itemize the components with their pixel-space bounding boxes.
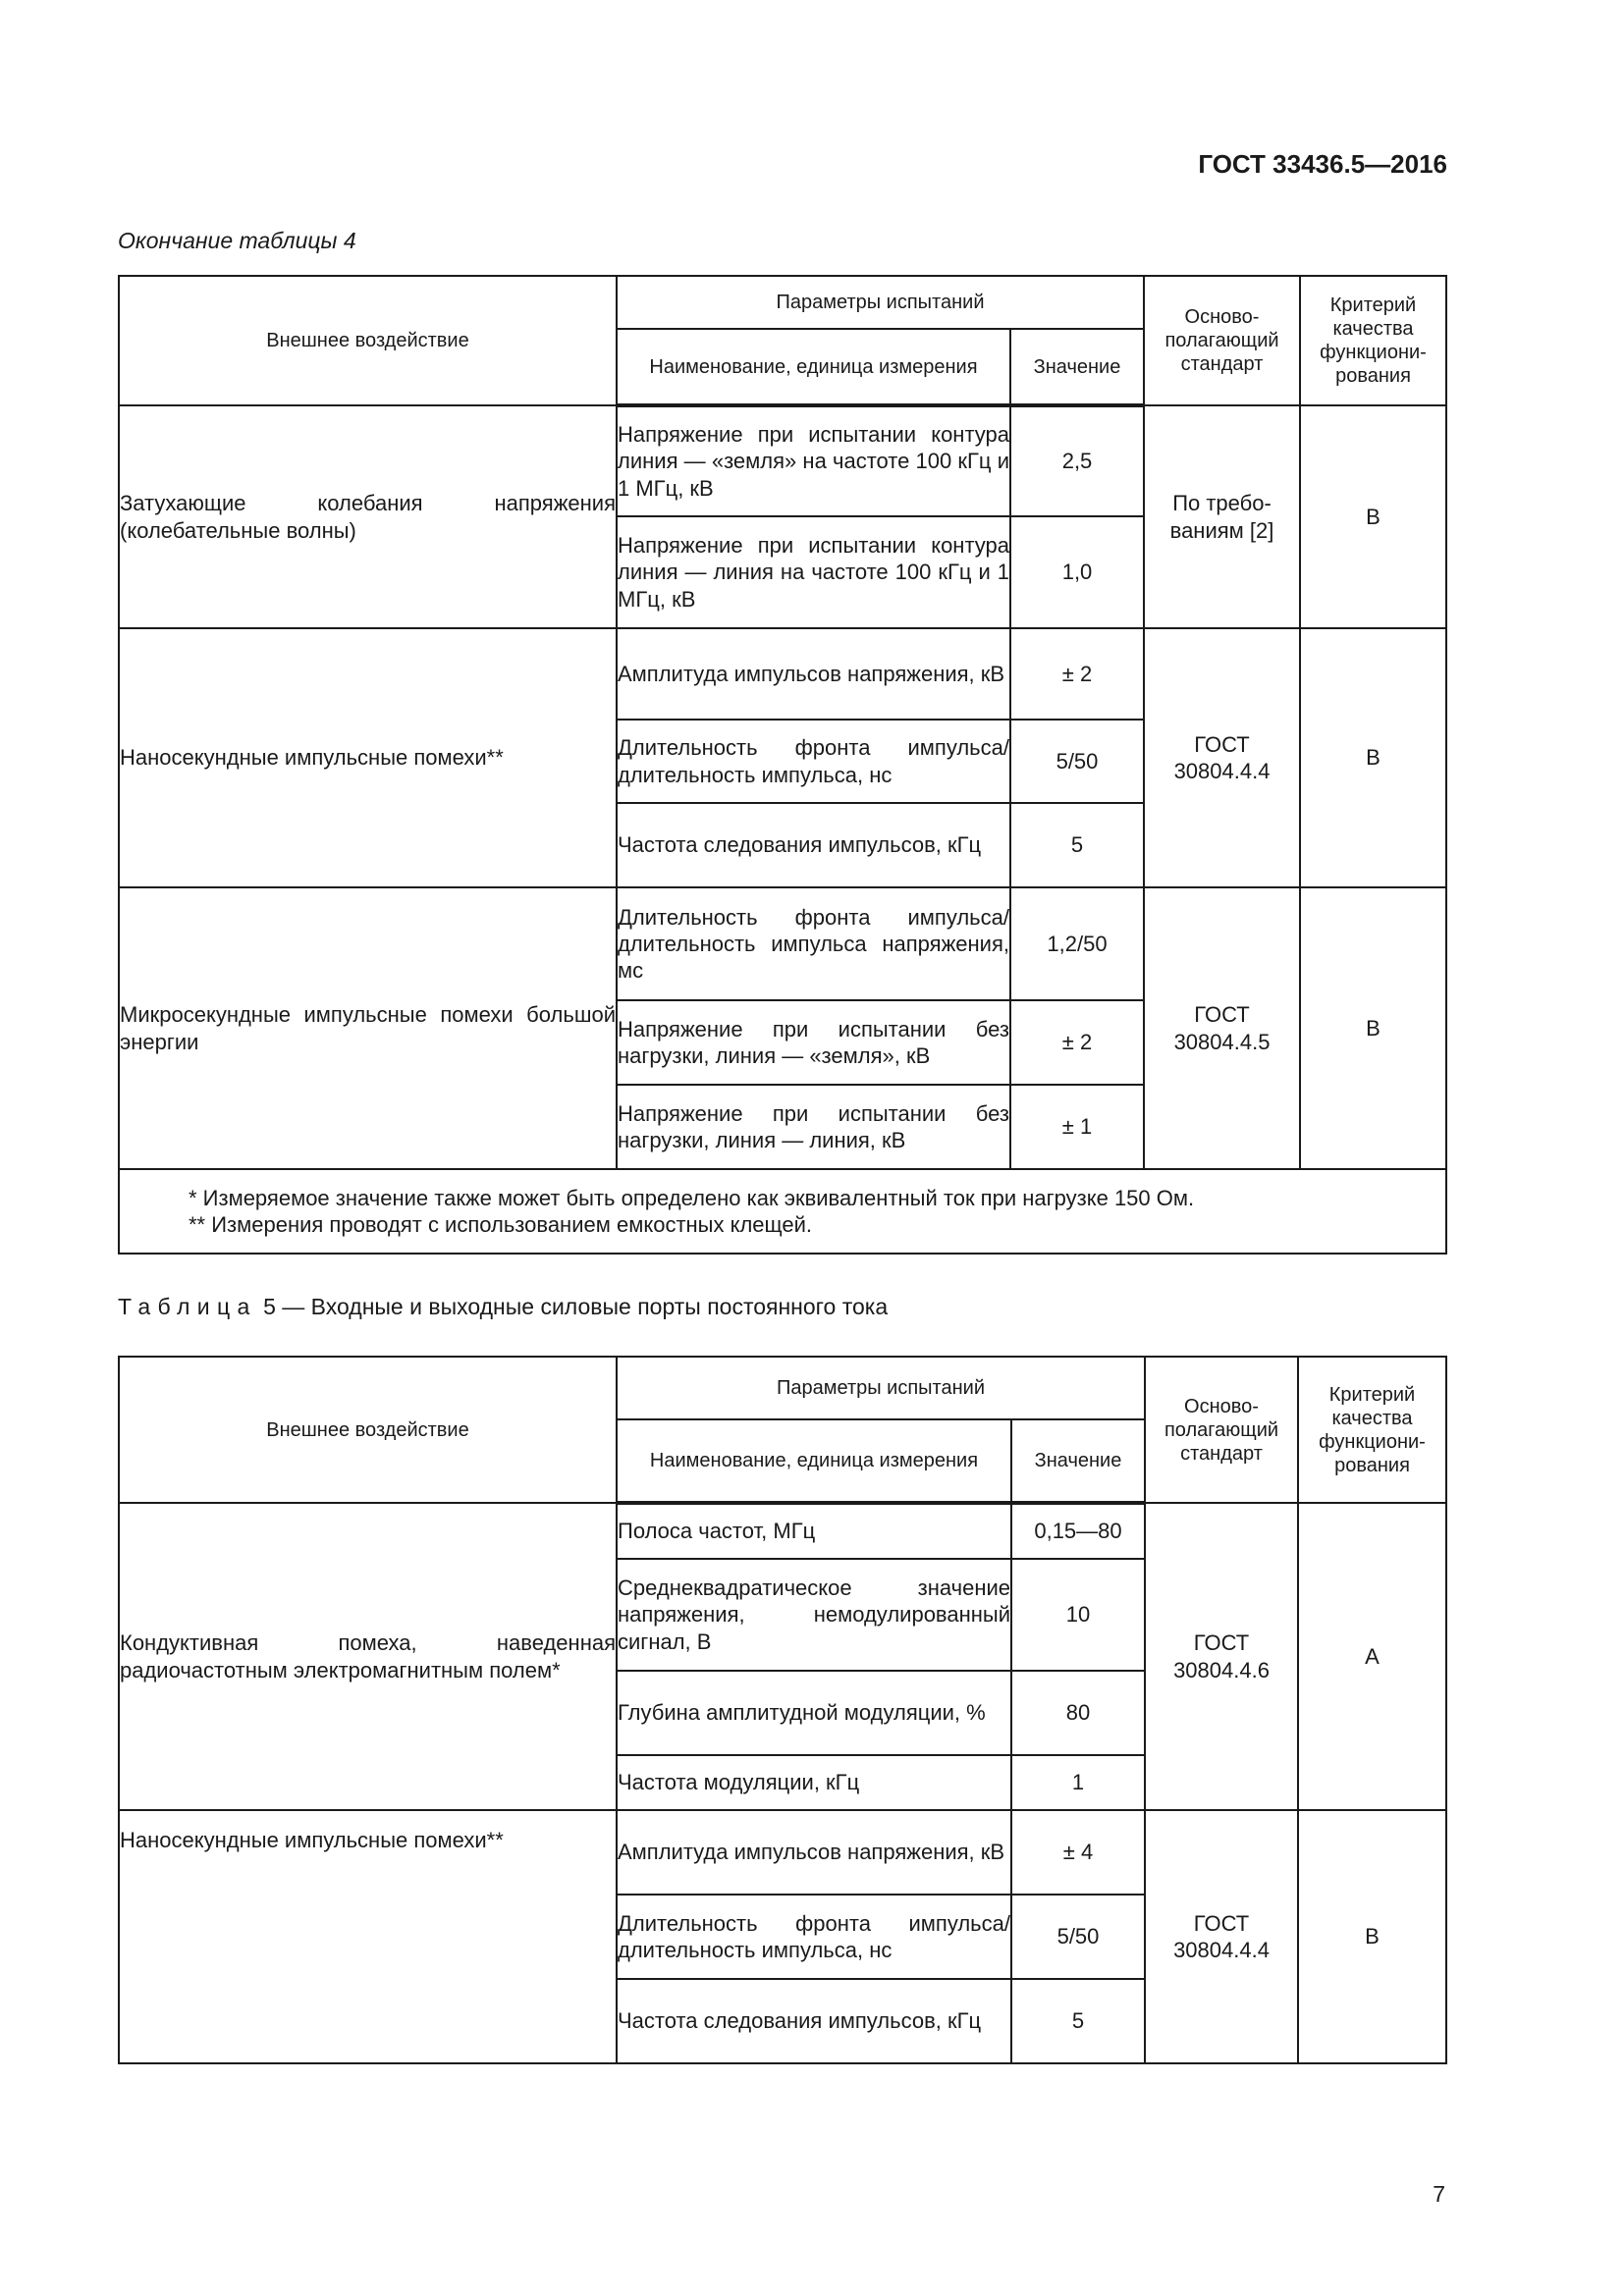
param-value: ± 2 xyxy=(1010,628,1144,720)
impact-cell: Наносекундные импульсные помехи** xyxy=(119,1810,617,2063)
header-standard: Осново-полагающий стандарт xyxy=(1145,1357,1298,1503)
param-name: Глубина амплитудной модуляции, % xyxy=(617,1671,1011,1755)
criterion-cell: B xyxy=(1300,628,1446,887)
standard-cell: ГОСТ 30804.4.4 xyxy=(1145,1810,1298,2063)
header-params: Параметры испытаний xyxy=(617,276,1144,329)
param-value: 1,2/50 xyxy=(1010,887,1144,1000)
param-value: ± 4 xyxy=(1011,1810,1145,1895)
header-criterion: Критерий качества функциони-рования xyxy=(1300,276,1446,405)
header-value: Значение xyxy=(1010,329,1144,405)
table4 xyxy=(118,275,1447,1255)
header-name-unit: Наименование, единица измерения xyxy=(617,1419,1011,1503)
header-params: Параметры испытаний xyxy=(617,1357,1145,1419)
impact-cell: Затухающие колебания напряжения (колебательные волны) xyxy=(119,405,617,628)
header-impact: Внешнее воздействие xyxy=(119,1357,617,1503)
param-name: Напряжение при испытании без нагрузки, линия — «земля», кВ xyxy=(617,1000,1010,1085)
header-criterion: Критерий качества функциони-рования xyxy=(1298,1357,1446,1503)
impact-cell: Наносекундные импульсные помехи** xyxy=(119,628,617,887)
param-name: Среднеквадратическое значение напряжения, немодулированный сигнал, В xyxy=(617,1559,1011,1671)
footnote: ** Измерения проводят с использованием емкостных клещей. xyxy=(189,1212,813,1237)
criterion-cell: B xyxy=(1300,405,1446,628)
param-name: Напряжение при испытании без нагрузки, линия — линия, кВ xyxy=(617,1085,1010,1169)
param-name: Амплитуда импульсов напряжения, кВ xyxy=(617,628,1010,720)
param-name: Частота модуляции, кГц xyxy=(617,1755,1011,1810)
param-name: Напряжение при испытании контура линия — «земля» на частоте 100 кГц и 1 МГц, кВ xyxy=(617,405,1010,516)
impact-cell: Кондуктивная помеха, наведенная радиочастотным электромагнитным полем* xyxy=(119,1503,617,1810)
param-name: Амплитуда импульсов напряжения, кВ xyxy=(617,1810,1011,1895)
header-value: Значение xyxy=(1011,1419,1145,1503)
header-impact: Внешнее воздействие xyxy=(119,276,617,405)
criterion-cell: B xyxy=(1300,887,1446,1169)
param-value: ± 2 xyxy=(1010,1000,1144,1085)
param-value: 80 xyxy=(1011,1671,1145,1755)
footnote: * Измеряемое значение также может быть определено как эквивалентный ток при нагрузке 150 Ом. xyxy=(189,1185,1195,1210)
table5-caption-word: Таблица xyxy=(118,1294,257,1319)
param-value: 5 xyxy=(1011,1979,1145,2063)
criterion-cell: A xyxy=(1298,1503,1446,1810)
param-name: Длительность фронта импульса/длительность импульса напряжения, мс xyxy=(617,887,1010,1000)
param-value: 10 xyxy=(1011,1559,1145,1671)
param-value: 5 xyxy=(1010,803,1144,887)
criterion-cell: B xyxy=(1298,1810,1446,2063)
param-value: 1,0 xyxy=(1010,516,1144,628)
param-name: Частота следования импульсов, кГц xyxy=(617,1979,1011,2063)
document-code: ГОСТ 33436.5—2016 xyxy=(1198,149,1447,179)
page-number: 7 xyxy=(1433,2181,1445,2207)
table5-caption xyxy=(118,1294,888,1320)
table5 xyxy=(118,1356,1447,2064)
param-value: 2,5 xyxy=(1010,405,1144,516)
header-standard: Осново-полагающий стандарт xyxy=(1144,276,1300,405)
impact-cell: Микросекундные импульсные помехи большой энергии xyxy=(119,887,617,1169)
standard-cell: ГОСТ 30804.4.4 xyxy=(1144,628,1300,887)
standard-cell: ГОСТ 30804.4.6 xyxy=(1145,1503,1298,1810)
param-value: 5/50 xyxy=(1010,720,1144,803)
table4-footnotes xyxy=(119,1169,1446,1254)
param-name: Длительность фронта импульса/длительность импульса, нс xyxy=(617,1895,1011,1979)
param-value: 0,15—80 xyxy=(1011,1503,1145,1559)
param-name: Частота следования импульсов, кГц xyxy=(617,803,1010,887)
header-name-unit: Наименование, единица измерения xyxy=(617,329,1010,405)
param-value: 1 xyxy=(1011,1755,1145,1810)
param-name: Полоса частот, МГц xyxy=(617,1503,1011,1559)
standard-cell: ГОСТ 30804.4.5 xyxy=(1144,887,1300,1169)
table5-caption-title: 5 — Входные и выходные силовые порты постоянного тока xyxy=(256,1294,889,1319)
param-value: ± 1 xyxy=(1010,1085,1144,1169)
param-value: 5/50 xyxy=(1011,1895,1145,1979)
param-name: Длительность фронта импульса/длительность импульса, нс xyxy=(617,720,1010,803)
standard-cell: По требо-ваниям [2] xyxy=(1144,405,1300,628)
param-name: Напряжение при испытании контура линия — линия на частоте 100 кГц и 1 МГц, кВ xyxy=(617,516,1010,628)
table4-caption: Окончание таблицы 4 xyxy=(118,228,356,253)
